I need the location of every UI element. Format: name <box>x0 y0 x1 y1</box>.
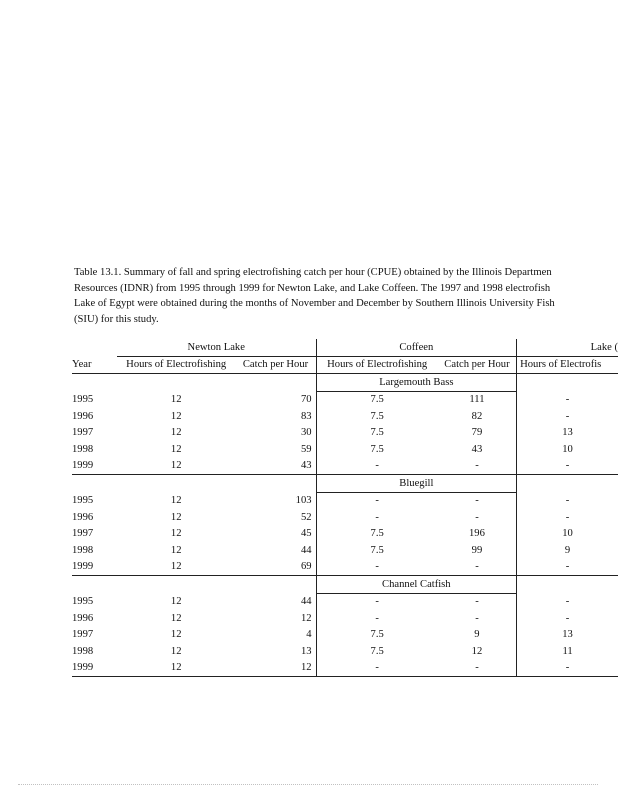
cell-newton-hours: 12 <box>170 511 182 523</box>
table-caption <box>74 265 618 327</box>
cpue-table <box>72 339 618 677</box>
species-label: Bluegill <box>316 475 517 493</box>
cell-newton-hours: 12 <box>170 495 182 506</box>
caption-line: Lake of Egypt were obtained during the months of November and December by Southern Illinois University Fish <box>74 298 555 310</box>
cell-egypt-hours: - <box>517 593 618 610</box>
cell-year: 1995 <box>72 495 94 506</box>
table-row <box>72 627 618 644</box>
table-row <box>72 441 618 458</box>
cell-year: 1996 <box>72 410 94 422</box>
cell-coffeen-catch: 79 <box>471 427 483 439</box>
cell-newton-hours: 12 <box>170 443 182 455</box>
cell-newton-hours: 12 <box>117 660 236 677</box>
cell-coffeen-catch: - <box>438 559 517 576</box>
cell-newton-hours: 12 <box>170 427 182 439</box>
cell-newton-catch: 44 <box>300 544 312 556</box>
cell-coffeen-hours: - <box>316 458 438 475</box>
cell-newton-catch: 59 <box>300 443 312 455</box>
cell-coffeen-hours: - <box>316 593 438 610</box>
cell-newton-catch: 52 <box>300 511 312 523</box>
cell-year: 1996 <box>72 612 94 624</box>
cell-newton-hours: 12 <box>170 596 182 607</box>
cell-newton-catch: 13 <box>300 645 312 657</box>
table-row <box>72 425 618 442</box>
cell-egypt-hours: - <box>517 559 618 576</box>
cell-newton-catch: 4 <box>306 629 312 641</box>
col-newton-catch: Catch per Hour <box>235 356 316 374</box>
cell-egypt-hours: - <box>517 458 618 475</box>
cell-coffeen-hours: - <box>316 610 438 627</box>
species-label: Largemouth Bass <box>316 374 517 392</box>
cell-egypt-hours: 13 <box>517 425 618 442</box>
cell-coffeen-catch: - <box>475 596 479 608</box>
table-row <box>72 643 618 660</box>
cell-newton-hours: 12 <box>170 544 182 556</box>
group-lake-egypt: Lake ( <box>517 339 618 356</box>
cell-year: 1997 <box>72 528 94 540</box>
cell-coffeen-catch: 9 <box>474 629 480 641</box>
col-egypt-hours: Hours of Electrofis <box>517 356 618 374</box>
cell-newton-hours: 12 <box>117 559 236 576</box>
col-coffeen-catch: Catch per Hour <box>438 356 517 374</box>
table-row <box>72 610 618 627</box>
cell-year: 1996 <box>72 511 94 523</box>
table-row <box>72 509 618 526</box>
cell-coffeen-hours: 7.5 <box>316 441 438 458</box>
table-row <box>72 542 618 559</box>
caption-line: Resources (IDNR) from 1995 through 1999 for Newton Lake, and Lake Coffeen. The 1997 and 1998 electrofish <box>74 282 551 294</box>
cell-newton-catch: 12 <box>300 612 312 624</box>
cell-year: 1998 <box>72 544 94 556</box>
cell-newton-hours: 12 <box>170 629 182 641</box>
cell-year: 1995 <box>72 596 94 607</box>
cell-coffeen-catch: - <box>438 458 517 475</box>
cell-egypt-hours: 11 <box>517 643 618 660</box>
cell-coffeen-catch: - <box>438 660 517 677</box>
table-row <box>72 408 618 425</box>
table-row <box>72 660 618 677</box>
cell-egypt-hours: - <box>517 610 618 627</box>
cell-egypt-hours: 13 <box>517 627 618 644</box>
cell-year: 1999 <box>72 559 117 576</box>
col-newton-hours: Hours of Electrofishing <box>117 356 236 374</box>
cell-coffeen-catch: 111 <box>469 394 485 406</box>
cell-year: 1998 <box>72 443 94 455</box>
cell-newton-hours: 12 <box>170 645 182 657</box>
group-header-row <box>72 339 618 356</box>
species-label: Channel Catfish <box>316 576 517 594</box>
cell-newton-catch: 45 <box>300 528 312 540</box>
table-row <box>72 391 618 408</box>
cell-coffeen-hours: 7.5 <box>316 643 438 660</box>
cell-newton-catch: 12 <box>235 660 316 677</box>
cell-coffeen-hours: 7.5 <box>316 627 438 644</box>
cell-coffeen-catch: 82 <box>471 410 483 422</box>
cell-year: 1998 <box>72 645 94 657</box>
cell-newton-hours: 12 <box>170 394 182 405</box>
cell-coffeen-hours: 7.5 <box>316 542 438 559</box>
cell-coffeen-catch: - <box>475 511 479 523</box>
cell-newton-catch: 43 <box>235 458 316 475</box>
caption-line: Table 13.1. Summary of fall and spring electrofishing catch per hour (CPUE) obtained by the Illinois Departmen <box>74 267 552 278</box>
cell-coffeen-hours: 7.5 <box>316 526 438 543</box>
cell-coffeen-hours: - <box>316 660 438 677</box>
cell-newton-hours: 12 <box>170 528 182 540</box>
cell-newton-catch: 70 <box>300 394 312 405</box>
cell-newton-hours: 12 <box>170 410 182 422</box>
cell-coffeen-hours: - <box>316 492 438 509</box>
cell-egypt-hours: - <box>517 391 618 408</box>
cell-coffeen-hours: 7.5 <box>316 408 438 425</box>
cell-year: 1999 <box>72 458 117 475</box>
cell-coffeen-catch: 12 <box>471 645 483 657</box>
caption-line: (SIU) for this study. <box>74 313 159 325</box>
cell-coffeen-hours: 7.5 <box>316 391 438 408</box>
species-header-row <box>72 475 618 493</box>
cell-year: 1997 <box>72 427 94 439</box>
cell-egypt-hours: 10 <box>517 441 618 458</box>
col-year: Year <box>72 356 117 374</box>
cell-coffeen-catch: 99 <box>471 544 483 556</box>
cell-newton-catch: 30 <box>300 427 312 439</box>
column-header-row <box>72 356 618 374</box>
cell-coffeen-catch: 43 <box>471 443 483 455</box>
table-row <box>72 458 618 475</box>
cell-year: 1995 <box>72 394 94 405</box>
cell-coffeen-catch: 196 <box>469 528 485 540</box>
cell-egypt-hours: 10 <box>517 526 618 543</box>
cell-coffeen-hours: 7.5 <box>316 425 438 442</box>
cell-newton-hours: 12 <box>170 612 182 624</box>
col-coffeen-hours: Hours of Electrofishing <box>316 356 438 374</box>
cell-newton-catch: 83 <box>300 410 312 422</box>
cell-newton-catch: 44 <box>300 596 312 607</box>
cell-coffeen-hours: - <box>316 559 438 576</box>
cell-coffeen-hours: - <box>316 509 438 526</box>
cell-coffeen-catch: - <box>475 612 479 624</box>
cell-newton-hours: 12 <box>117 458 236 475</box>
page-footer-marks <box>18 780 598 785</box>
species-header-row <box>72 576 618 594</box>
table-row <box>72 559 618 576</box>
cell-egypt-hours: - <box>517 408 618 425</box>
cell-egypt-hours: - <box>517 509 618 526</box>
cell-newton-catch: 69 <box>235 559 316 576</box>
table-row <box>72 593 618 610</box>
cell-egypt-hours: 9 <box>517 542 618 559</box>
cell-egypt-hours: - <box>517 492 618 509</box>
cell-egypt-hours: - <box>517 660 618 677</box>
group-newton-lake: Newton Lake <box>117 339 316 356</box>
table-row <box>72 526 618 543</box>
cell-coffeen-catch: - <box>475 495 479 507</box>
table-row <box>72 492 618 509</box>
cell-newton-catch: 103 <box>295 495 312 506</box>
cell-year: 1997 <box>72 629 94 641</box>
species-header-row <box>72 374 618 392</box>
cell-year: 1999 <box>72 660 117 677</box>
group-coffeen: Coffeen <box>316 339 517 356</box>
